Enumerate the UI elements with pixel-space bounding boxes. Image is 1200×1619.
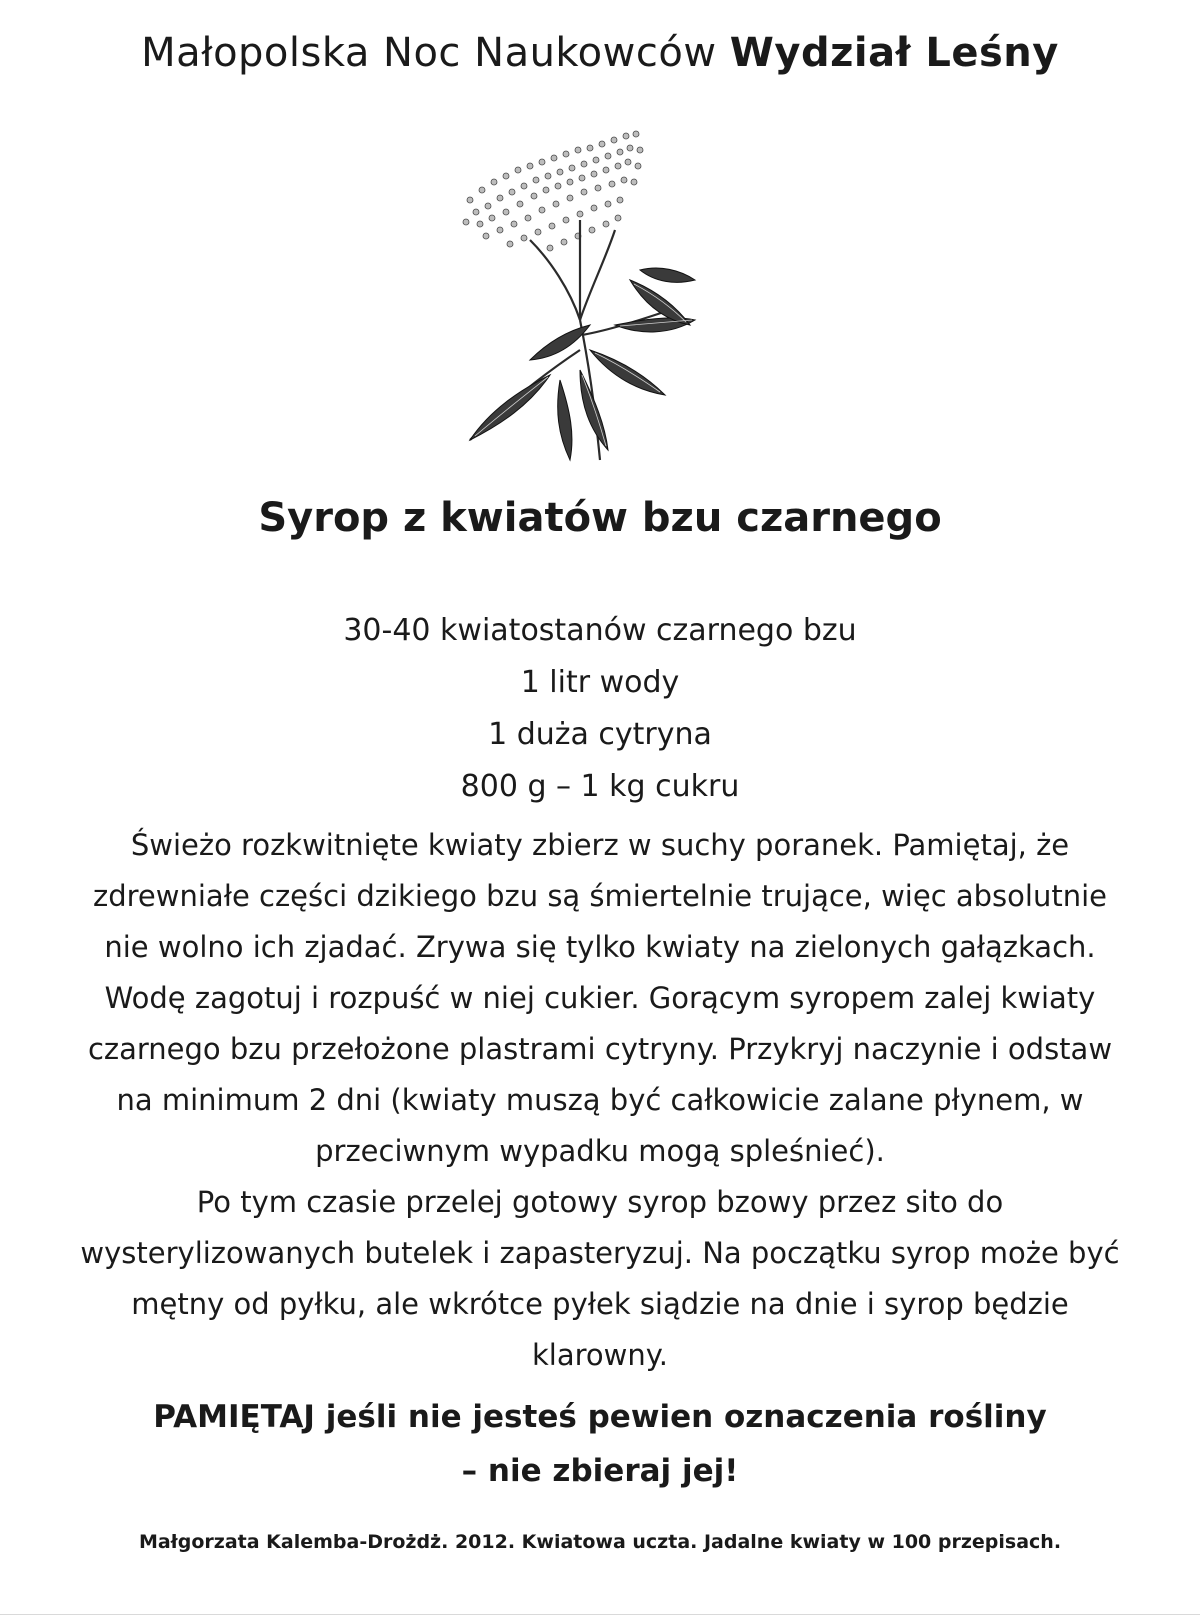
instruction-line: czarnego bzu przełożone plastrami cytryny. Przykryj naczynie i odstaw (87, 1032, 1113, 1066)
safety-warning (0, 1390, 1200, 1498)
instruction-line: zdrewniałe części dzikiego bzu są śmiertelnie trujące, więc absolutnie (93, 879, 1107, 913)
ingredient-item: 30-40 kwiatostanów czarnego bzu (343, 613, 857, 648)
bottom-divider (0, 1614, 1200, 1615)
instruction-line: mętny od pyłku, ale wkrótce pyłek siądzie na dnie i syrop będzie (131, 1287, 1069, 1321)
instruction-line: na minimum 2 dni (kwiaty muszą być całkowicie zalane płynem, w (116, 1083, 1084, 1117)
warning-line: PAMIĘTAJ jeśli nie jesteś pewien oznaczenia rośliny (153, 1399, 1047, 1435)
elderflower-branch-icon (430, 120, 730, 480)
source-citation: Małgorzata Kalemba-Drożdż. 2012. Kwiatowa uczta. Jadalne kwiaty w 100 przepisach. (138, 1531, 1062, 1553)
recipe-instructions (60, 820, 1140, 1381)
instruction-line: Świeżo rozkwitnięte kwiaty zbierz w suchy poranek. Pamiętaj, że (130, 828, 1070, 862)
ingredient-list (0, 605, 1200, 813)
instruction-line: wysterylizowanych butelek i zapasteryzuj. Na początku syrop może być (80, 1236, 1120, 1270)
page-header (0, 30, 1200, 76)
warning-line: – nie zbieraj jej! (461, 1453, 739, 1489)
ingredient-item: 1 duża cytryna (488, 717, 712, 752)
ingredient-item: 1 litr wody (520, 665, 680, 700)
header-title-regular: Małopolska Noc Naukowców (141, 30, 717, 76)
ingredient-item: 800 g – 1 kg cukru (460, 769, 740, 804)
instruction-line: klarowny. (532, 1338, 668, 1372)
instruction-line: Wodę zagotuj i rozpuść w niej cukier. Gorącym syropem zalej kwiaty (104, 981, 1096, 1015)
instruction-line: przeciwnym wypadku mogą spleśnieć). (315, 1134, 885, 1168)
header-title-bold: Wydział Leśny (729, 30, 1059, 76)
instruction-line: Po tym czasie przelej gotowy syrop bzowy przez sito do (196, 1185, 1004, 1219)
recipe-title: Syrop z kwiatów bzu czarnego (258, 495, 942, 541)
instruction-line: nie wolno ich zjadać. Zrywa się tylko kwiaty na zielonych gałązkach. (104, 930, 1096, 964)
